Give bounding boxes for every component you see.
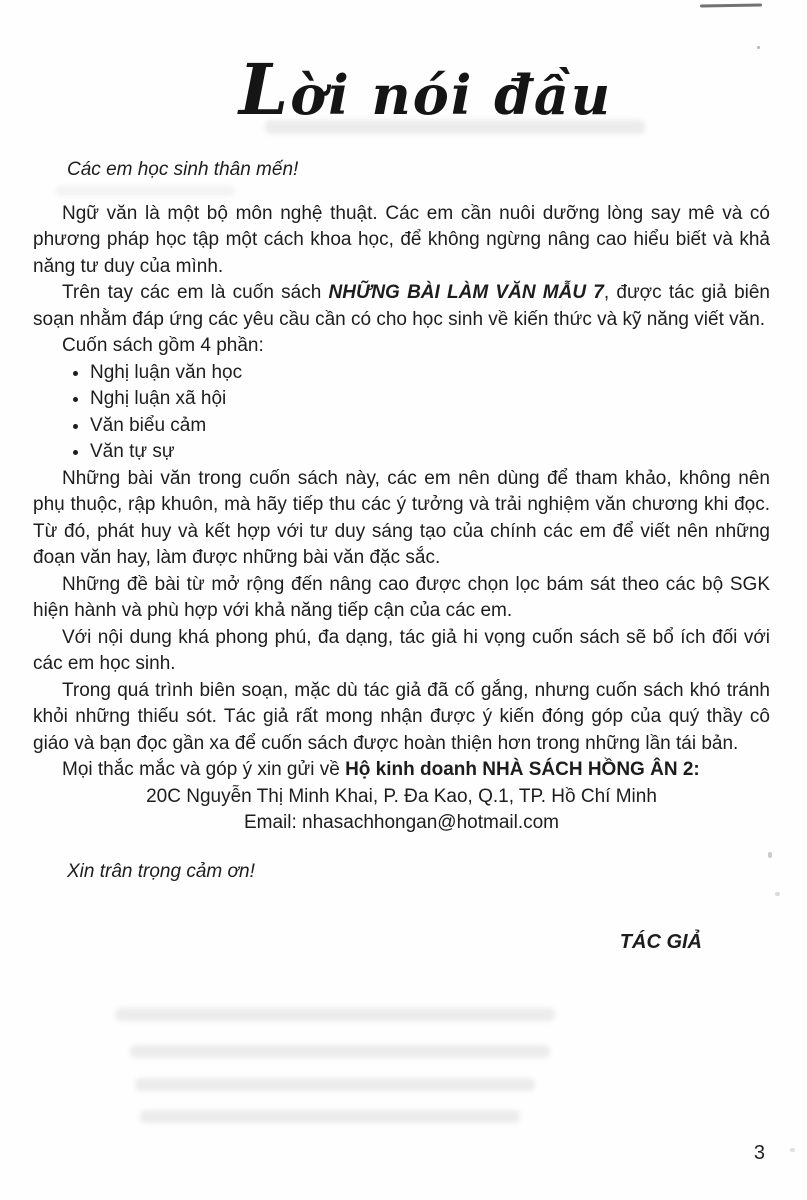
scan-artifact [790,1148,795,1152]
email-line: Email: nhasachhongan@hotmail.com [243,812,559,833]
paragraph-text: Trên tay các em là cuốn sách [62,282,329,303]
paragraph: Những bài văn trong cuốn sách này, các em nên dùng để tham khảo, không nên phụ thuộc, rập khuôn, mà hãy tiếp thu các ý tưởng và trải nghiệm văn chương khi đọc. Từ đó, phát huy và kết hợp với tư duy sáng tạo của chính các em để viết nên những đoạn văn hay, làm được những bài văn đặc sắc. [33,467,770,568]
address-line: 20C Nguyễn Thị Minh Khai, P. Đa Kao, Q.1, TP. Hồ Chí Minh [146,785,657,807]
scan-artifact [700,3,762,7]
publisher-name: Hộ kinh doanh NHÀ SÁCH HỒNG ÂN 2: [345,759,700,780]
list-item: • Văn biểu cảm [90,413,770,440]
paragraph [33,757,770,784]
paragraph: Những đề bài từ mở rộng đến nâng cao được chọn lọc bám sát theo các bộ SGK hiện hành và phù hợp với khả năng tiếp cận của các em. [33,573,770,621]
paragraph: Với nội dung khá phong phú, đa dạng, tác giả hi vọng cuốn sách sẽ bổ ích đối với các em học sinh. [33,626,770,674]
bleed-through-artifact [140,1110,520,1123]
bleed-through-artifact [115,1008,555,1021]
scan-artifact [775,892,780,896]
page-title: Lời nói đầu [238,48,613,131]
book-title: NHỮNG BÀI LÀM VĂN MẪU 7 [328,282,604,303]
list-intro: Cuốn sách gồm 4 phần: [62,335,264,356]
author-signature: TÁC GIẢ [619,931,702,953]
paragraph-text: Mọi thắc mắc và góp ý xin gửi về [62,759,346,780]
preface-body [33,157,770,956]
page-number: 3 [753,1142,765,1164]
paragraph: Trong quá trình biên soạn, mặc dù tác giả đã cố gắng, nhưng cuốn sách khó tránh khỏi những thiếu sót. Tác giả rất mong nhận được ý kiến đóng góp của quý thầy cô giáo và bạn đọc gần xa để cuốn sách được hoàn thiện hơn trong những lần tái bản. [33,679,770,754]
bleed-through-artifact [135,1078,535,1091]
book-parts-list [33,360,770,466]
paragraph-text: , được tác giả biên soạn nhằm đáp ứng các yêu cầu cần có cho học sinh về kiến thức và kỹ năng viết văn. [33,282,771,330]
paragraph: Ngữ văn là một bộ môn nghệ thuật. Các em cần nuôi dưỡng lòng say mê và có phương pháp học tập một cách khoa học, để không ngừng nâng cao hiểu biết và khả năng tư duy của mình. [33,202,770,277]
list-item: • Văn tự sự [90,439,770,466]
closing-line: Xin trân trọng cảm ơn! [67,860,255,882]
paragraph [33,280,770,333]
list-item: • Nghị luận văn học [90,360,770,387]
salutation: Các em học sinh thân mến! [67,159,299,180]
list-item: • Nghị luận xã hội [90,386,770,413]
bleed-through-artifact [130,1045,550,1058]
